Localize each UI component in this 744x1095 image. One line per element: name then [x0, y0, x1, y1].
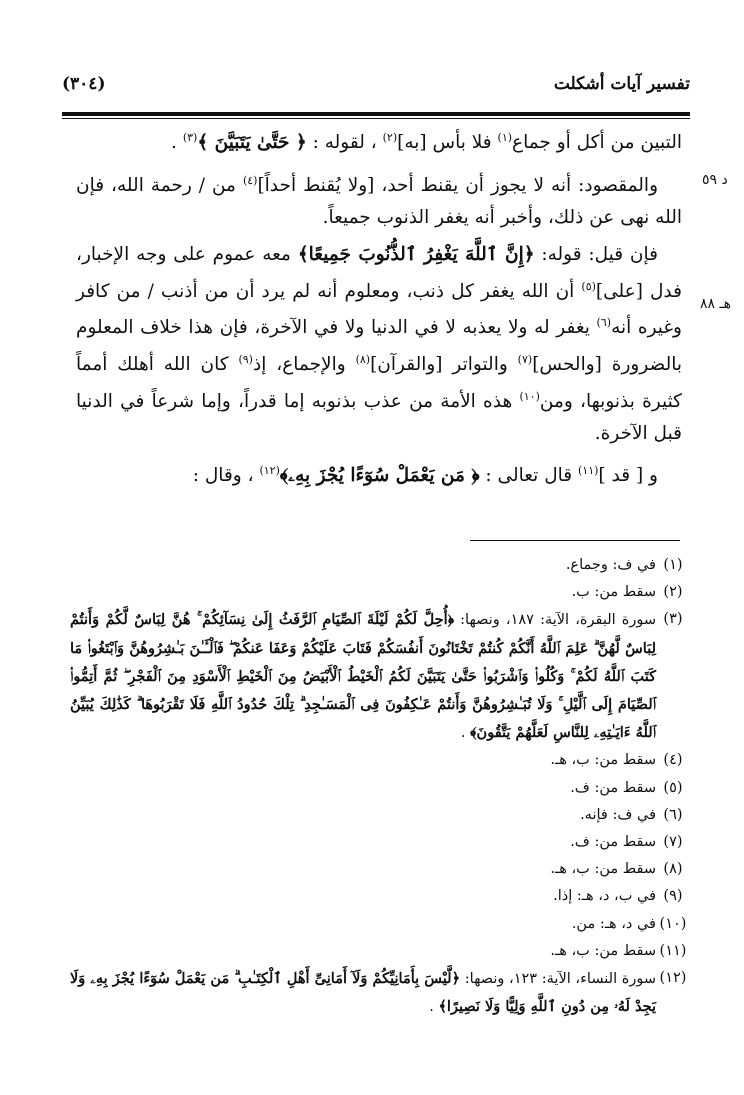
footnote-number: (٥)	[663, 779, 683, 796]
footnote-item	[70, 856, 690, 883]
manuscript-folio-marker: هـ ٨٨	[700, 296, 731, 312]
paragraph-1	[76, 122, 682, 159]
book-title: تفسير آيات أشكلت	[553, 74, 690, 94]
footnote-ref: (٧)	[517, 353, 533, 367]
footnote-text: سقط من: ب، هـ.	[550, 942, 656, 959]
header-rule-thin	[62, 118, 690, 119]
footnote-text: سقط من: ف.	[570, 779, 656, 796]
text-run: و [ قد ]	[598, 465, 658, 487]
quran-verse: ﴿ مَن يَعْمَلْ سُوٓءًا يُجْزَ بِهِۦ﴾	[279, 465, 480, 487]
footnote-number: (٨)	[663, 861, 683, 878]
footnote-item	[70, 911, 690, 938]
footnote-number: (٢)	[663, 584, 683, 601]
footnote-text: في ب، د، هـ: إذا.	[553, 888, 656, 905]
quran-verse: ﴿إِنَّ ٱللَّهَ يَغْفِرُ ٱلذُّنُوبَ جَمِيعًا﴾	[297, 244, 535, 266]
footnote-text: سقط من: ب، هـ.	[550, 752, 656, 769]
footnote-item	[70, 829, 690, 856]
footnote-text-with-verse	[70, 965, 656, 1021]
text-run: يغفر له ولا يعذبه لا في الدنيا ولا في الآخرة، فإن هذا خلاف المعلوم بالضرورة [والحس]	[76, 317, 682, 376]
text-run: والتواتر [والقرآن]	[370, 354, 518, 376]
footnote-text: في ف: فإنه.	[580, 806, 656, 823]
paragraph-2	[76, 165, 682, 233]
footnote-text-with-verse	[70, 606, 656, 747]
text-run: كان الله أهلك أمماً كثيرة بذنوبها، ومن	[76, 354, 682, 413]
footnote-item	[70, 606, 690, 747]
footnote-ref: (٨)	[355, 353, 371, 367]
quran-verse: ﴿أُحِلَّ لَكُمْ لَيْلَةَ ٱلصِّيَامِ ٱلرَّفَثُ إِلَىٰ نِسَآئِكُمْ ۚ هُنَّ لِبَاسٌ لَّكُمْ وَأَنتُمْ لِبَاسٌ لَّهُنَّ ۗ عَلِمَ ٱللَّهُ أَنَّكُمْ كُنتُمْ تَخْتَانُونَ أَنفُسَكُمْ فَتَابَ عَلَيْكُمْ وَعَفَا عَنكُمْ ۖ فَٱلْـَٔـٰنَ بَـٰشِرُوهُنَّ وَٱبْتَغُوا۟ مَا كَتَبَ ٱللَّهُ لَكُمْ ۚ وَكُلُوا۟ وَٱشْرَبُوا۟ حَتَّىٰ يَتَبَيَّنَ لَكُمُ ٱلْخَيْطُ ٱلْأَبْيَضُ مِنَ ٱلْخَيْطِ ٱلْأَسْوَدِ مِنَ ٱلْفَجْرِ ۖ ثُمَّ أَتِمُّوا۟ ٱلصِّيَامَ إِلَى ٱلَّيْلِ ۚ وَلَا تُبَـٰشِرُوهُنَّ وَأَنتُمْ عَـٰكِفُونَ فِى ٱلْمَسَـٰجِدِ ۗ تِلْكَ حُدُودُ ٱللَّهِ فَلَا تَقْرَبُوهَا ۗ كَذَٰلِكَ يُبَيِّنُ ٱللَّهُ ءَايَـٰتِهِۦ لِلنَّاسِ لَعَلَّهُمْ يَتَّقُونَ﴾	[70, 611, 656, 742]
footnote-number: (١١)	[659, 942, 687, 959]
running-header	[62, 68, 690, 108]
text-run: ، وقال :	[192, 465, 260, 487]
footnote-text: سورة البقرة، الآية: ١٨٧، ونصها:	[454, 612, 657, 629]
footnote-text: سقط من: ف.	[570, 834, 656, 851]
text-run: .	[171, 132, 183, 154]
text-run: فلا بأس [به]	[397, 132, 498, 154]
text-run: هذه الأمة من عذب بذنوبه إما قدراً، وإما شرعاً في الدنيا قبل الآخرة.	[76, 391, 682, 444]
quran-verse: ﴿ حَتَّىٰ يَتَبَيَّنَ ﴾	[197, 132, 307, 154]
footnote-item	[70, 883, 690, 910]
text-run: ، لقوله :	[306, 132, 383, 154]
header-rule-thick	[62, 112, 690, 116]
footnote-ref: (١٠)	[519, 389, 540, 403]
text-run: من / رحمة الله، فإن الله نهى عن ذلك، وأخبر أنه يغفر الذنوب جميعاً.	[76, 174, 682, 228]
text-run: والمقصود: أنه لا يجوز أن يقنط أحد، [ولا يُقنط أحداً]	[257, 174, 659, 196]
paragraph-3	[76, 239, 682, 449]
footnote-tail: .	[460, 725, 471, 742]
footnote-number: (٣)	[663, 611, 683, 628]
footnote-number: (٤)	[663, 752, 683, 769]
footnote-item	[70, 747, 690, 774]
footnote-item	[70, 965, 690, 1021]
footnote-ref: (٩)	[238, 353, 253, 367]
footnote-number: (١٠)	[659, 915, 687, 932]
footnote-ref: (٣)	[182, 131, 198, 144]
manuscript-folio-marker: د ٥٩	[702, 172, 728, 188]
footnote-number: (١)	[663, 557, 683, 573]
footnote-ref: (٢)	[382, 131, 398, 144]
footnote-ref: (٦)	[596, 316, 612, 330]
footnote-ref: (١٢)	[259, 464, 280, 478]
text-run: قال تعالى :	[479, 465, 578, 487]
page-number: (٣٠٤)	[62, 74, 106, 94]
text-run: فإن قيل: قوله:	[534, 244, 658, 266]
footnote-item	[70, 552, 690, 579]
footnote-ref: (١)	[497, 131, 513, 144]
footnote-number: (٧)	[663, 834, 683, 851]
text-run: التبين من أكل أو جماع	[512, 132, 682, 154]
footnote-text: في د، هـ: من.	[571, 915, 656, 932]
quran-verse: ﴿لَّيْسَ بِأَمَانِيِّكُمْ وَلَآ أَمَانِىِّ أَهْلِ ٱلْكِتَـٰبِ ۗ مَن يَعْمَلْ سُوٓءًا يُجْزَ بِهِۦ وَلَا يَجِدْ لَهُۥ مِن دُونِ ٱللَّهِ وَلِيًّا وَلَا نَصِيرًا﴾	[70, 970, 656, 1016]
paragraph-4	[76, 455, 682, 492]
footnote-item	[70, 938, 690, 965]
footnote-separator	[470, 540, 680, 541]
footnote-ref: (١١)	[578, 464, 599, 478]
footnote-text: سقط من: ب.	[571, 584, 656, 601]
footnote-text: في ف: وجماع.	[565, 557, 656, 573]
text-run: أن الله يغفر كل ذنب، ومعلوم أنه لم يرد أن من أذنب / من كافر وغيره أنه	[76, 280, 682, 339]
footnote-item	[70, 775, 690, 802]
text-run: والإجماع، إذ	[252, 354, 356, 376]
text-run: معه عموم على وجه الإخبار، فدل [على]	[76, 244, 682, 302]
footnote-text: سقط من: ب، هـ.	[550, 861, 656, 878]
footnote-item	[70, 579, 690, 606]
footnote-number: (٦)	[663, 806, 683, 823]
footnote-tail: .	[429, 999, 439, 1016]
footnote-number: (٩)	[663, 888, 683, 905]
footnote-ref: (٥)	[581, 279, 596, 293]
footnote-number: (١٢)	[659, 970, 687, 987]
footnotes	[70, 552, 690, 1021]
footnote-text: سورة النساء، الآية: ١٢٣، ونصها:	[460, 971, 657, 988]
footnote-ref: (٤)	[242, 173, 258, 187]
main-text	[76, 122, 682, 498]
footnote-item	[70, 802, 690, 829]
